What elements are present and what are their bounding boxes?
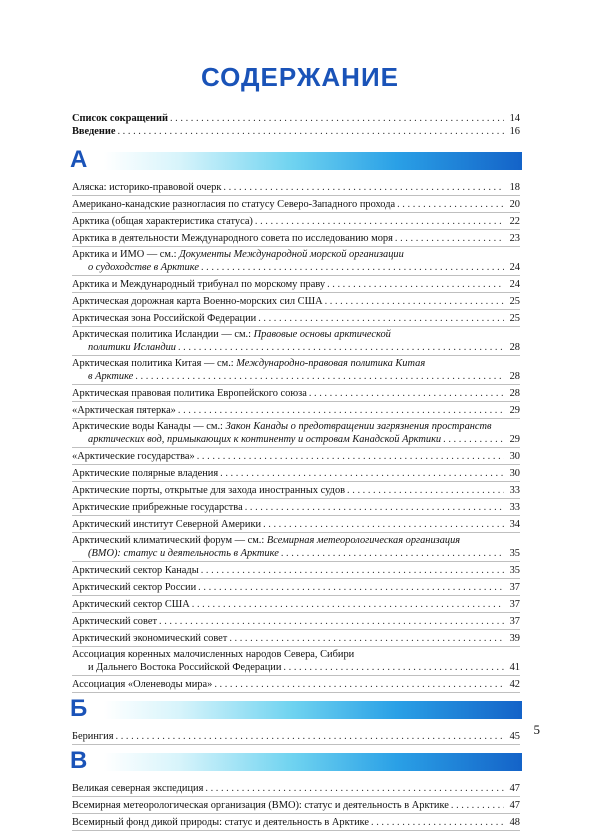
toc-entry [72,196,520,213]
entry-title: Арктические полярные владения [72,468,219,479]
entry-page: 39 [509,633,520,644]
entry-continuation-text: о судоходстве в Арктике [88,262,199,273]
leader-dots [255,215,504,228]
entry-page: 23 [509,233,520,244]
entry-continuation-text: (ВМО): статус и деятельность в Арктике [88,548,279,559]
entry-page: 34 [509,519,520,530]
toc-entry [72,179,520,196]
entry-title: Американо-канадские разногласия по статусу Северо-Западного прохода [72,199,396,210]
entry-title: Арктика (общая характеристика статуса) [72,216,253,227]
entry-page: 24 [509,262,520,273]
entry-title: Арктические порты, открытые для захода иностранных судов [72,485,346,496]
entry-line [72,799,520,812]
entry-page: 47 [509,783,520,794]
toc-entry [72,630,520,647]
entry-title: Всемирный фонд дикой природы: статус и деятельность в Арктике [72,817,370,828]
entry-reference: Правовые основы арктической [253,329,391,340]
leader-dots [281,547,504,560]
entry-page: 35 [509,548,520,559]
table-of-contents [72,112,520,831]
section-gradient-bar [104,701,522,719]
entry-title: Арктические прибрежные государства [72,502,243,513]
toc-entry [72,327,520,356]
leader-dots [451,799,504,812]
entry-title: Арктические воды Канады — см.: [72,421,223,432]
entry-page: 37 [509,616,520,627]
entry-continuation-text: в Арктике [88,371,134,382]
toc-entry [72,465,520,482]
page-number: 5 [533,722,540,737]
entry-continuation-text: арктических вод, примыкающих к континенту и островам Канадской Арктики [88,434,442,445]
entry-title: Арктический сектор России [72,582,197,593]
entry-title: Арктика и Международный трибунал по морскому праву [72,279,326,290]
entry-continuation-text: и Дальнего Востока Российской Федерации [88,662,282,673]
entry-line [72,404,520,417]
toc-entry [72,247,520,276]
leader-dots [223,181,504,194]
entry-first-line [72,535,520,547]
toc-entry [72,310,520,327]
leader-dots [397,198,504,211]
entry-title: Арктический сектор Канады [72,565,199,576]
leader-dots [443,433,504,446]
entry-line [72,312,520,325]
section-gradient-bar [104,152,522,170]
section-letter-header [70,148,520,174]
leader-dots [197,450,504,463]
leader-dots [159,615,504,628]
toc-entry [72,448,520,465]
entry-title: Арктический экономический совет [72,633,228,644]
entry-continuation [72,341,520,354]
entry-continuation [72,370,520,383]
entry-reference: Международно-правовая политика Китая [236,358,426,369]
toc-entry [72,596,520,613]
entry-line [72,450,520,463]
toc-entry [72,533,520,562]
leader-dots [220,467,504,480]
entry-reference: Всемирная метеорологическая организация [266,535,461,546]
leader-dots [205,782,504,795]
entry-title: Ассоциация «Оленеводы мира» [72,679,213,690]
leader-dots [325,295,504,308]
toc-entry [72,293,520,310]
entry-title: Арктический сектор США [72,599,190,610]
entry-line [72,581,520,594]
toc-entry [72,797,520,814]
entry-title: Список сокращений [72,113,168,124]
entry-page: 45 [509,731,520,742]
leader-dots [258,312,504,325]
toc-entry [72,647,520,676]
entry-page: 24 [509,279,520,290]
leader-dots [263,518,504,531]
toc-entry [72,613,520,630]
section-letter: А [70,146,88,173]
section-letter: В [70,747,88,774]
entry-first-line [72,649,520,661]
section-letter: Б [70,695,88,722]
toc-entry [72,780,520,797]
leader-dots [395,232,504,245]
entry-line [72,501,520,514]
leader-dots [135,370,504,383]
entry-line [72,632,520,645]
entry-title: Арктическая политика Исландии — см.: [72,329,252,340]
leader-dots [170,112,504,125]
entry-page: 16 [509,126,520,137]
toc-entry [72,499,520,516]
entry-title: Аляска: историко-правовой очерк [72,182,222,193]
leader-dots [198,581,504,594]
entry-page: 42 [509,679,520,690]
entry-page: 22 [509,216,520,227]
entry-line [72,598,520,611]
entry-page: 30 [509,451,520,462]
entry-page: 33 [509,485,520,496]
entry-continuation [72,547,520,560]
leader-dots [117,125,504,138]
toc-entry [72,516,520,533]
toc-entry [72,276,520,293]
entry-page: 41 [509,662,520,673]
toc-entry [72,579,520,596]
toc-entry [72,814,520,831]
entry-page: 14 [509,113,520,124]
leader-dots [327,278,504,291]
entry-title: Великая северная экспедиция [72,783,204,794]
entry-line [72,181,520,194]
front-matter [72,112,520,138]
entry-page: 25 [509,296,520,307]
page-title: СОДЕРЖАНИЕ [201,62,399,92]
leader-dots [347,484,504,497]
front-matter-row [72,112,520,125]
toc-entry [72,356,520,385]
leader-dots [192,598,504,611]
entry-page: 29 [509,434,520,445]
entry-reference: Закон Канады о предотвращении загрязнения пространств [225,421,492,432]
entry-first-line [72,329,520,341]
entry-page: 28 [509,371,520,382]
toc-entry [72,230,520,247]
entry-line [72,198,520,211]
leader-dots [178,341,504,354]
entry-title: Всемирная метеорологическая организация (ВМО): статус и деятельность в Арктике [72,800,449,811]
entry-line [72,484,520,497]
toc-entry [72,482,520,499]
entry-title: Арктическая политика Китая — см.: [72,358,234,369]
entry-continuation [72,433,520,446]
entry-first-line [72,421,520,433]
leader-dots [283,661,504,674]
entry-title: «Арктическая пятерка» [72,405,176,416]
entry-line [72,467,520,480]
entry-continuation [72,261,520,274]
entry-page: 33 [509,502,520,513]
entry-line [72,295,520,308]
entry-line [72,782,520,795]
entry-line [72,816,520,829]
entry-title: Арктика и ИМО — см.: [72,249,177,260]
toc-entry [72,562,520,579]
entry-title: Берингия [72,731,114,742]
entry-page: 20 [509,199,520,210]
entry-continuation-text: политики Исландии [88,342,176,353]
entry-title: Арктическая дорожная карта Военно-морских сил США [72,296,323,307]
entry-page: 28 [509,342,520,353]
entry-line [72,278,520,291]
toc-entry [72,728,520,745]
entry-title: Арктический климатический форум — см.: [72,535,265,546]
entry-first-line [72,249,520,261]
entry-first-line [72,358,520,370]
toc-entry [72,213,520,230]
entry-line [72,232,520,245]
entry-title: Арктическая правовая политика Европейского союза [72,388,307,399]
toc-entry [72,419,520,448]
entry-line [72,387,520,400]
leader-dots [214,678,504,691]
entry-line [72,678,520,691]
entry-continuation [72,661,520,674]
entry-page: 35 [509,565,520,576]
leader-dots [178,404,504,417]
section-letter-header [70,749,520,775]
entry-title: Арктический совет [72,616,157,627]
section-letter-header [70,697,520,723]
entry-page: 48 [509,817,520,828]
toc-entry [72,676,520,693]
entry-page: 30 [509,468,520,479]
entry-title: Арктическая зона Российской Федерации [72,313,257,324]
leader-dots [245,501,504,514]
toc-entry [72,402,520,419]
entry-title: «Арктические государства» [72,451,195,462]
entry-line [72,615,520,628]
entry-page: 47 [509,800,520,811]
toc-entry [72,385,520,402]
entry-page: 25 [509,313,520,324]
entry-title: Ассоциация коренных малочисленных народов Севера, Сибири [72,649,355,660]
entry-page: 28 [509,388,520,399]
entry-page: 29 [509,405,520,416]
entry-title: Арктический институт Северной Америки [72,519,262,530]
entry-title: Введение [72,126,116,137]
front-matter-row [72,125,520,138]
entry-page: 37 [509,599,520,610]
leader-dots [116,730,505,743]
entry-title: Арктика в деятельности Международного совета по исследованию моря [72,233,393,244]
toc-sections [72,148,520,831]
leader-dots [371,816,504,829]
entry-page: 37 [509,582,520,593]
entry-page: 18 [509,182,520,193]
entry-line [72,564,520,577]
section-gradient-bar [104,753,522,771]
entry-reference: Документы Международной морской организации [179,249,404,260]
leader-dots [201,261,504,274]
leader-dots [201,564,504,577]
leader-dots [309,387,504,400]
entry-line [72,730,520,743]
entry-line [72,215,520,228]
entry-line [72,518,520,531]
leader-dots [229,632,504,645]
